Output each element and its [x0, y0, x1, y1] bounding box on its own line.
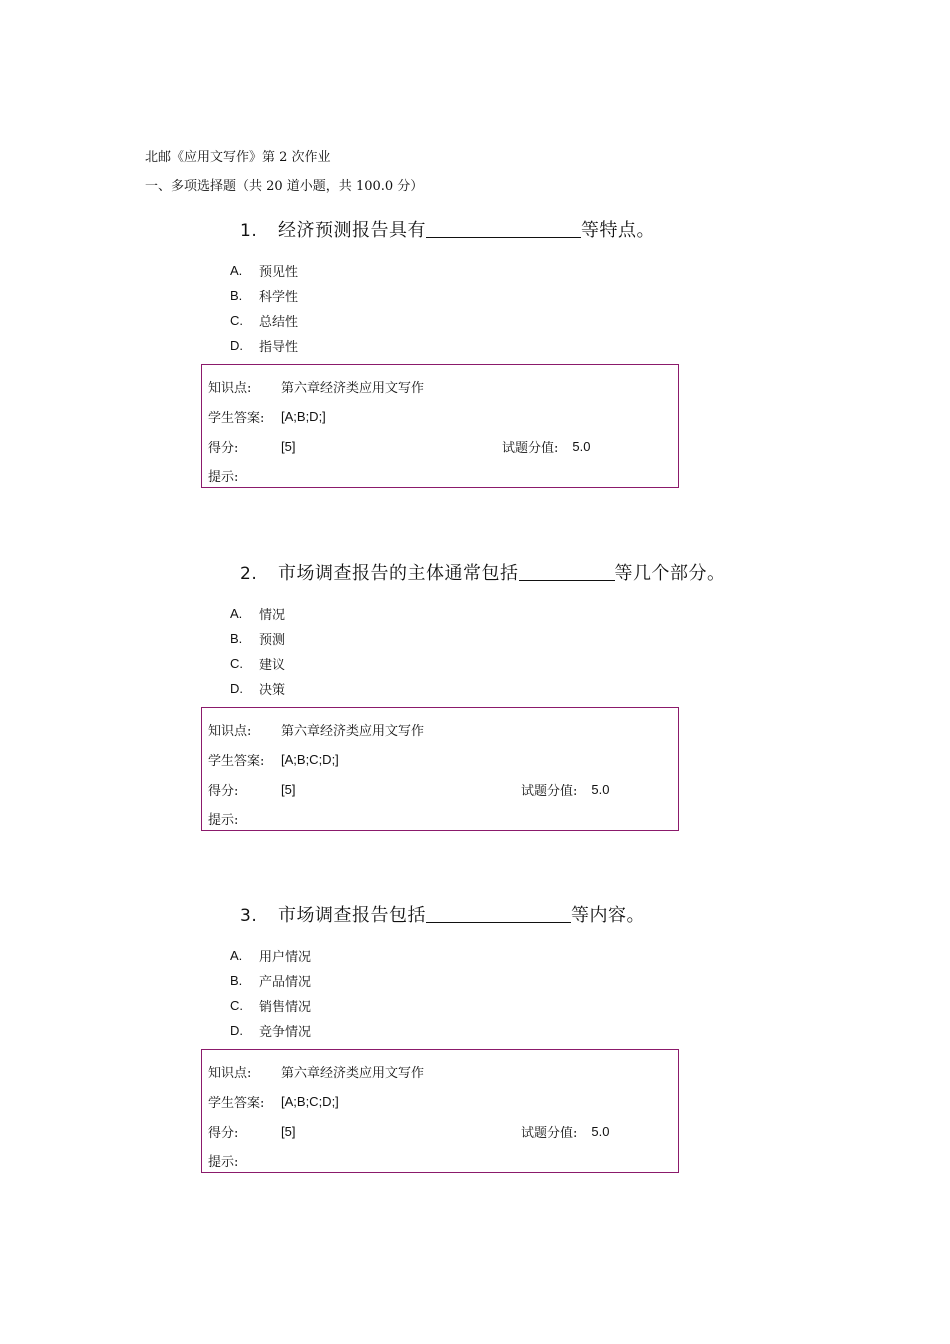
hint-label: 提示: [208, 812, 239, 828]
max-score-label: 试题分值: [521, 1125, 578, 1141]
question-stem [240, 901, 645, 927]
student-answer-value: [A;B;D;] [281, 408, 326, 424]
hint-label: 提示: [208, 1154, 239, 1170]
knowledge-value: 第六章经济类应用文写作 [281, 380, 425, 396]
score-label: 得分: [208, 440, 239, 456]
option-text: 指导性 [259, 340, 299, 355]
student-answer-label: 学生答案: [208, 1095, 265, 1111]
knowledge-value: 第六章经济类应用文写作 [281, 1065, 425, 1081]
score-value: [5] [281, 781, 296, 797]
option-b[interactable] [230, 968, 311, 993]
option-text: 竞争情况 [259, 1025, 312, 1040]
option-a[interactable] [230, 943, 311, 968]
option-text: 情况 [259, 608, 286, 623]
hint-label: 提示: [208, 469, 239, 485]
option-c[interactable] [230, 651, 285, 676]
option-a[interactable] [230, 601, 285, 626]
option-text: 科学性 [259, 290, 299, 305]
option-letter: D. [230, 338, 243, 353]
option-letter: D. [230, 681, 243, 696]
student-answer-label: 学生答案: [208, 753, 265, 769]
option-list [230, 601, 285, 701]
option-letter: B. [230, 973, 243, 988]
stem-after: 等内容。 [571, 905, 645, 926]
student-answer-value: [A;B;C;D;] [281, 1093, 339, 1109]
option-letter: D. [230, 1023, 243, 1038]
option-letter: A. [230, 263, 243, 278]
answer-info-box [201, 707, 679, 831]
option-text: 预测 [259, 633, 286, 648]
max-score-label: 试题分值: [502, 440, 559, 456]
answer-blank [519, 562, 615, 581]
option-d[interactable] [230, 1018, 311, 1043]
option-c[interactable] [230, 308, 298, 333]
option-a[interactable] [230, 258, 298, 283]
option-list [230, 943, 311, 1043]
option-c[interactable] [230, 993, 311, 1018]
document-title: 北邮《应用文写作》第 2 次作业 [145, 150, 331, 165]
stem-after: 等几个部分。 [614, 563, 726, 584]
option-list [230, 258, 298, 358]
stem-before: 市场调查报告包括 [278, 905, 426, 926]
option-b[interactable] [230, 626, 285, 651]
option-text: 产品情况 [259, 975, 312, 990]
option-text: 预见性 [259, 265, 299, 280]
option-b[interactable] [230, 283, 298, 308]
question-number: 1. [240, 221, 258, 241]
max-score-value: 5.0 [591, 1123, 610, 1139]
answer-blank [426, 904, 571, 923]
max-score-value: 5.0 [591, 781, 610, 797]
student-answer-label: 学生答案: [208, 410, 265, 426]
option-letter: C. [230, 313, 243, 328]
option-letter: B. [230, 288, 243, 303]
option-letter: A. [230, 606, 243, 621]
max-score-label: 试题分值: [521, 783, 578, 799]
knowledge-value: 第六章经济类应用文写作 [281, 723, 425, 739]
stem-after: 等特点。 [581, 220, 655, 241]
question-number: 2. [240, 564, 258, 584]
question-stem [240, 559, 726, 585]
knowledge-label: 知识点: [208, 1065, 252, 1081]
answer-info-box [201, 1049, 679, 1173]
knowledge-label: 知识点: [208, 723, 252, 739]
option-letter: C. [230, 998, 243, 1013]
option-letter: B. [230, 631, 243, 646]
answer-blank [426, 219, 581, 238]
option-text: 销售情况 [259, 1000, 312, 1015]
option-text: 总结性 [259, 315, 299, 330]
knowledge-label: 知识点: [208, 380, 252, 396]
score-value: [5] [281, 438, 296, 454]
option-d[interactable] [230, 676, 285, 701]
score-value: [5] [281, 1123, 296, 1139]
stem-before: 经济预测报告具有 [278, 220, 426, 241]
stem-before: 市场调查报告的主体通常包括 [278, 563, 519, 584]
max-score-value: 5.0 [572, 438, 591, 454]
score-label: 得分: [208, 783, 239, 799]
option-letter: A. [230, 948, 243, 963]
student-answer-value: [A;B;C;D;] [281, 751, 339, 767]
score-label: 得分: [208, 1125, 239, 1141]
option-d[interactable] [230, 333, 298, 358]
option-text: 决策 [259, 683, 286, 698]
option-text: 用户情况 [259, 950, 312, 965]
section-title: 一、多项选择题（共 20 道小题，共 100.0 分） [145, 179, 424, 194]
question-stem [240, 216, 655, 242]
option-letter: C. [230, 656, 243, 671]
option-text: 建议 [259, 658, 286, 673]
question-number: 3. [240, 906, 258, 926]
answer-info-box [201, 364, 679, 488]
